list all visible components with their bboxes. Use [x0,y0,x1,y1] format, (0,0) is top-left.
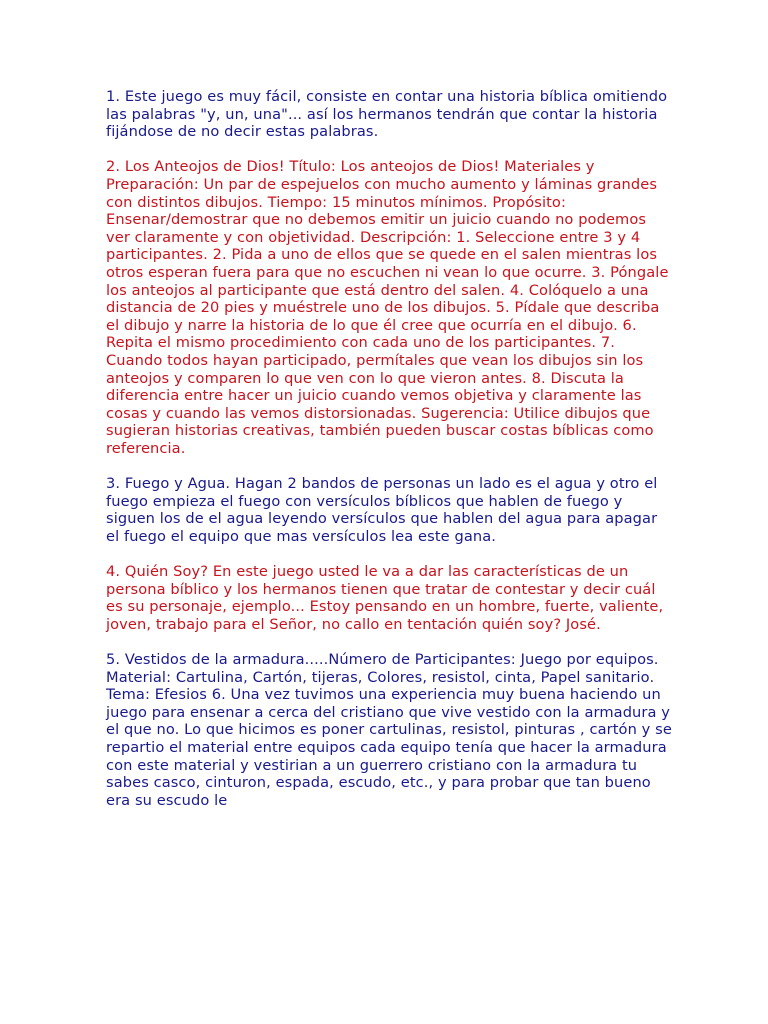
paragraph-game-2: 2. Los Anteojos de Dios! Título: Los anteojos de Dios! Materiales y Preparación: Un par de espejuelos con mucho aumento y láminas grandes con distintos dibujos. Tiempo: 15 minutos mínimos. Propósito: Ensenar/demostrar que no debemos emitir un juicio cuando no podemos ver claramente y con objetividad. Descripción: 1. Seleccione entre 3 y 4 participantes. 2. Pida a uno de ellos que se quede en el salen mientras los otros esperan fuera para que no escuchen ni vean lo que ocurre. 3. Póngale los anteojos al participante que está dentro del salen. 4. Colóquelo a una distancia de 20 pies y muéstrele uno de los dibujos. 5. Pídale que describa el dibujo y narre la historia de lo que él cree que ocurría en el dibujo. 6. Repita el mismo procedimiento con cada uno de los participantes. 7. Cuando todos hayan participado, permítales que vean los dibujos sin los anteojos y comparen lo que ven con lo que vieron antes. 8. Discuta la diferencia entre hacer un juicio cuando vemos objetiva y claramente las cosas y cuando las vemos distorsionadas. Sugerencia: Utilice dibujos que sugieran historias creativas, también pueden buscar costas bíblicas como referencia. [106,158,669,457]
document-page [106,88,672,827]
paragraph-game-3: 3. Fuego y Agua. Hagan 2 bandos de personas un lado es el agua y otro el fuego empieza el fuego con versículos bíblicos que hablen de fuego y siguen los de el agua leyendo versículos que hablen del agua para apagar el fuego el equipo que mas versículos lea este gana. [106,475,658,545]
paragraph-game-5: 5. Vestidos de la armadura.....Número de Participantes: Juego por equipos. Material: Cartulina, Cartón, tijeras, Colores, resistol, cinta, Papel sanitario. Tema: Efesios 6. Una vez tuvimos una experiencia muy buena haciendo un juego para ensenar a cerca del cristiano que vive vestido con la armadura y el que no. Lo que hicimos es poner cartulinas, resistol, pinturas , cartón y se repartio el material entre equipos cada equipo tenía que hacer la armadura con este material y vestirian a un guerrero cristiano con la armadura tu sabes casco, cinturon, espada, escudo, etc., y para probar que tan bueno era su escudo le [106,651,672,809]
paragraph-game-4: 4. Quién Soy? En este juego usted le va a dar las características de un persona bíblico y los hermanos tienen que tratar de contestar y decir cuál es su personaje, ejemplo... Estoy pensando en un hombre, fuerte, valiente, joven, trabajo para el Señor, no callo en tentación quién soy? José. [106,563,664,633]
paragraph-game-1: 1. Este juego es muy fácil, consiste en contar una historia bíblica omitiendo las palabras "y, un, una"... así los hermanos tendrán que contar la historia fijándose de no decir estas palabras. [106,88,668,141]
